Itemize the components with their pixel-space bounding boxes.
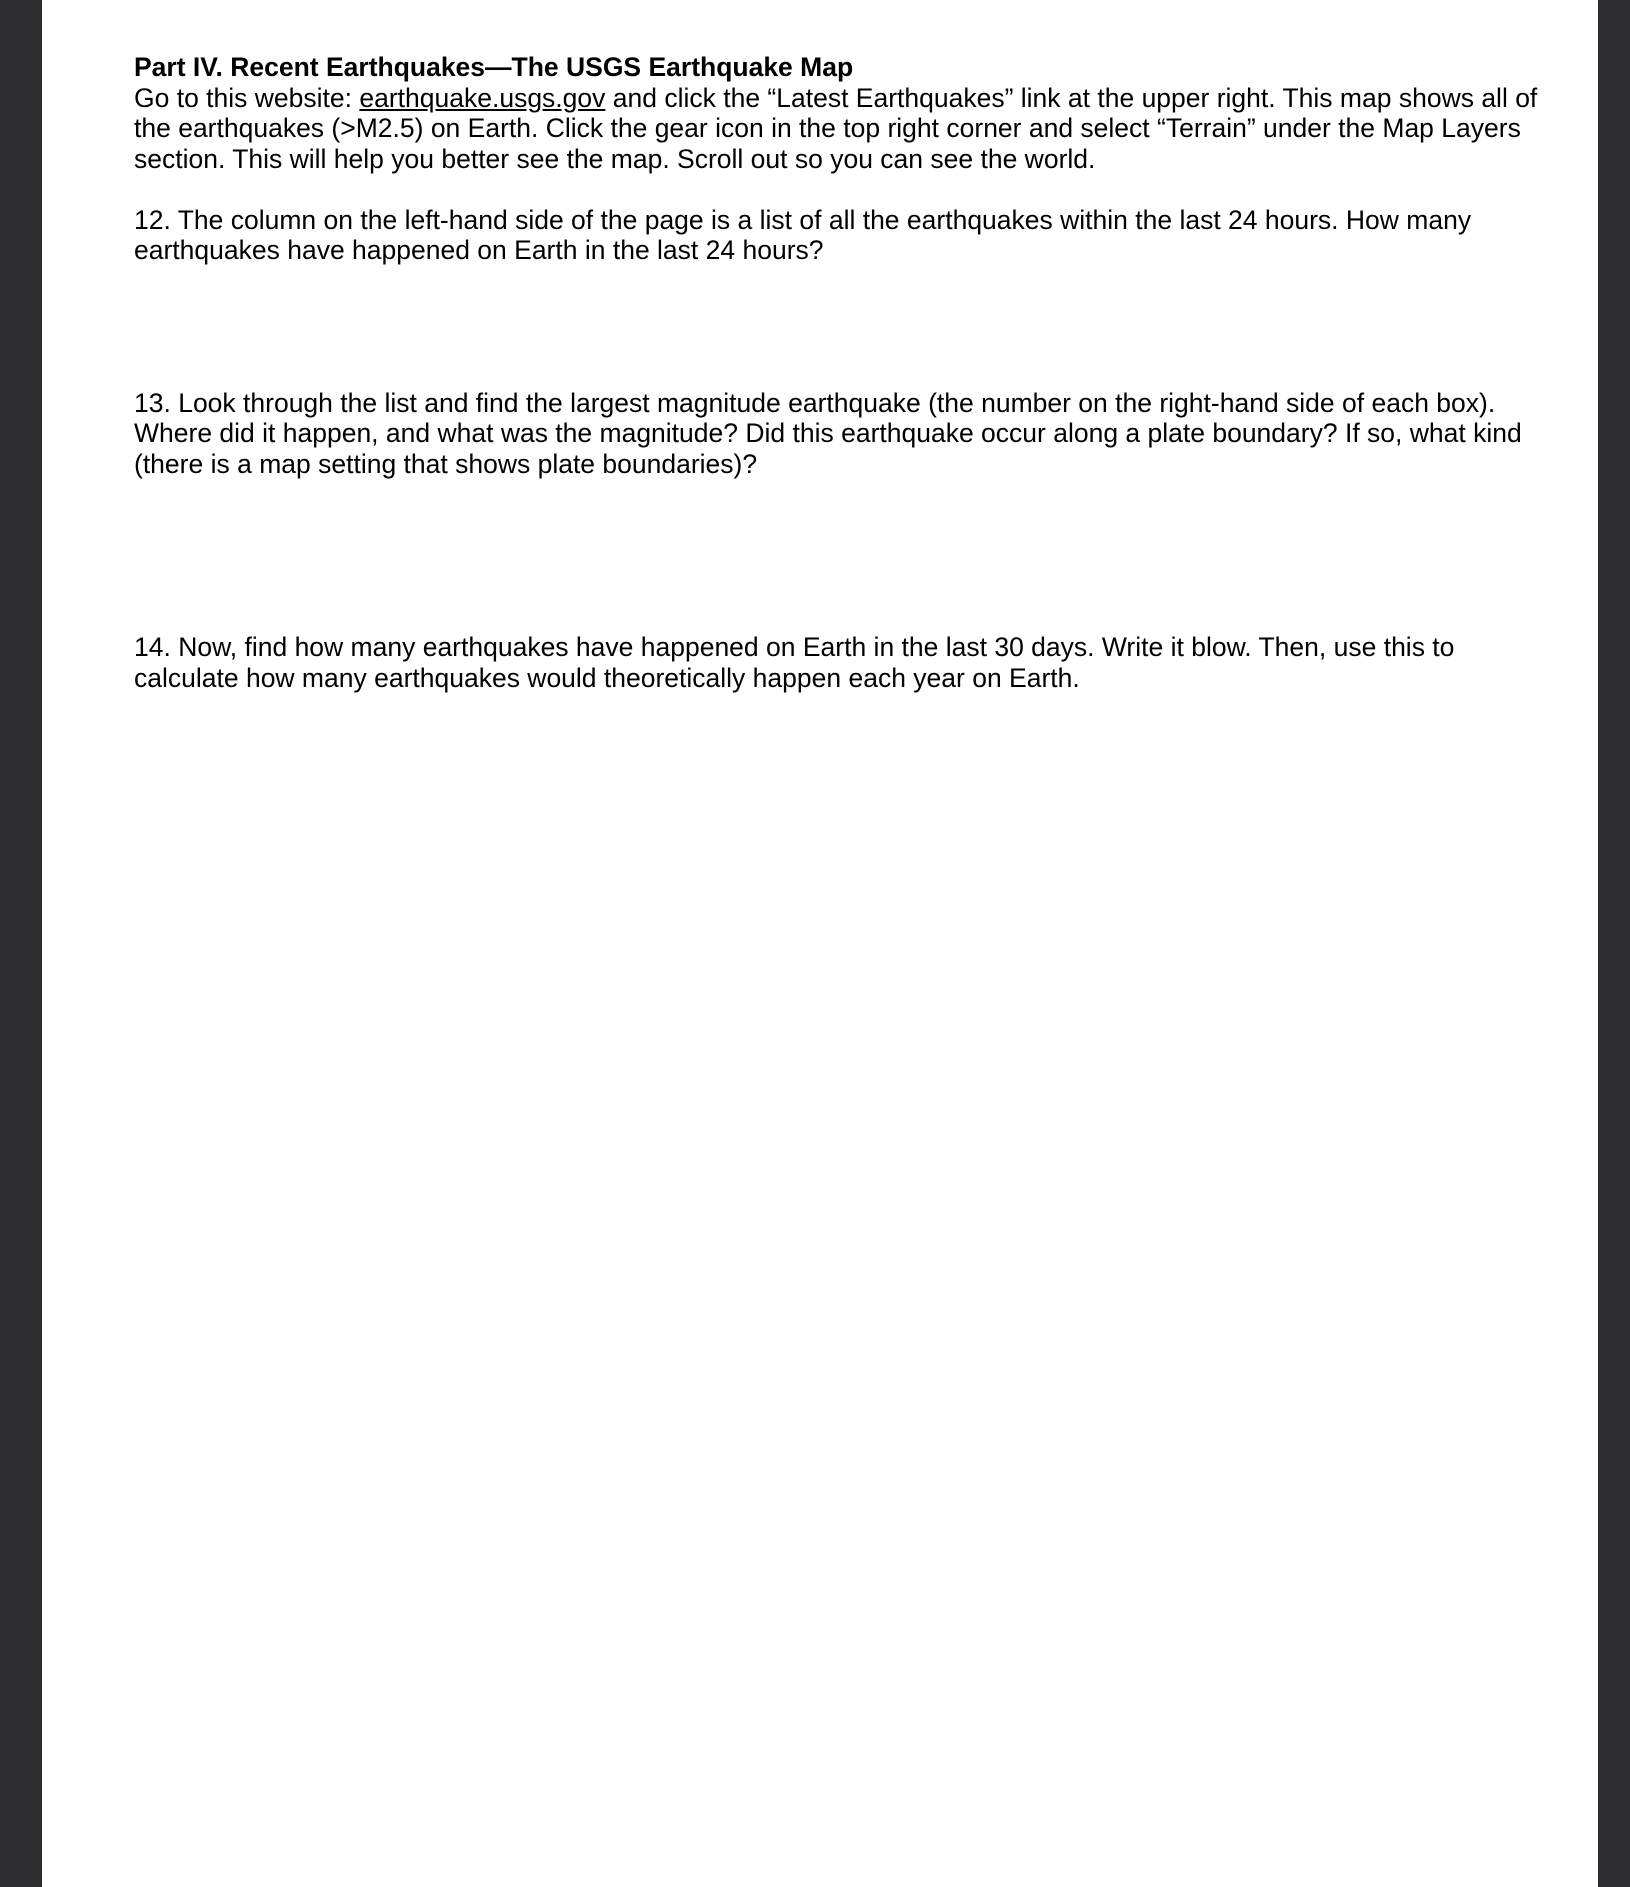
document-page [42, 0, 1598, 1887]
question-14: 14. Now, find how many earthquakes have happened on Earth in the last 30 days. Write it blow. Then, use this to calculate how many earthquakes would theoretically happen each year on Earth. [134, 632, 1455, 693]
intro-prefix: Go to this website: [134, 82, 360, 113]
section-heading: Part IV. Recent Earthquakes—The USGS Earthquake Map [134, 52, 854, 82]
question-12: 12. The column on the left-hand side of the page is a list of all the earthquakes within the last 24 hours. How many earthquakes have happened on Earth in the last 24 hours? [134, 204, 1472, 265]
question-13: 13. Look through the list and find the largest magnitude earthquake (the number on the right-hand side of each box). Where did it happen, and what was the magnitude? Did this earthquake occur along a plate boundary? If so, what kind (there is a map setting that shows plate boundaries)? [134, 387, 1522, 479]
intro-paragraph [134, 83, 1554, 175]
page-content [134, 52, 1554, 693]
usgs-link[interactable]: earthquake.usgs.gov [359, 82, 606, 113]
intro-suffix: and click the “Latest Earthquakes” link at the upper right. This map shows all of the earthquakes (>M2.5) on Earth. Click the gear icon in the top right corner and select “Terrain” under the Map Layers section. This will help you better see the map. Scroll out so you can see the world. [134, 82, 1538, 174]
